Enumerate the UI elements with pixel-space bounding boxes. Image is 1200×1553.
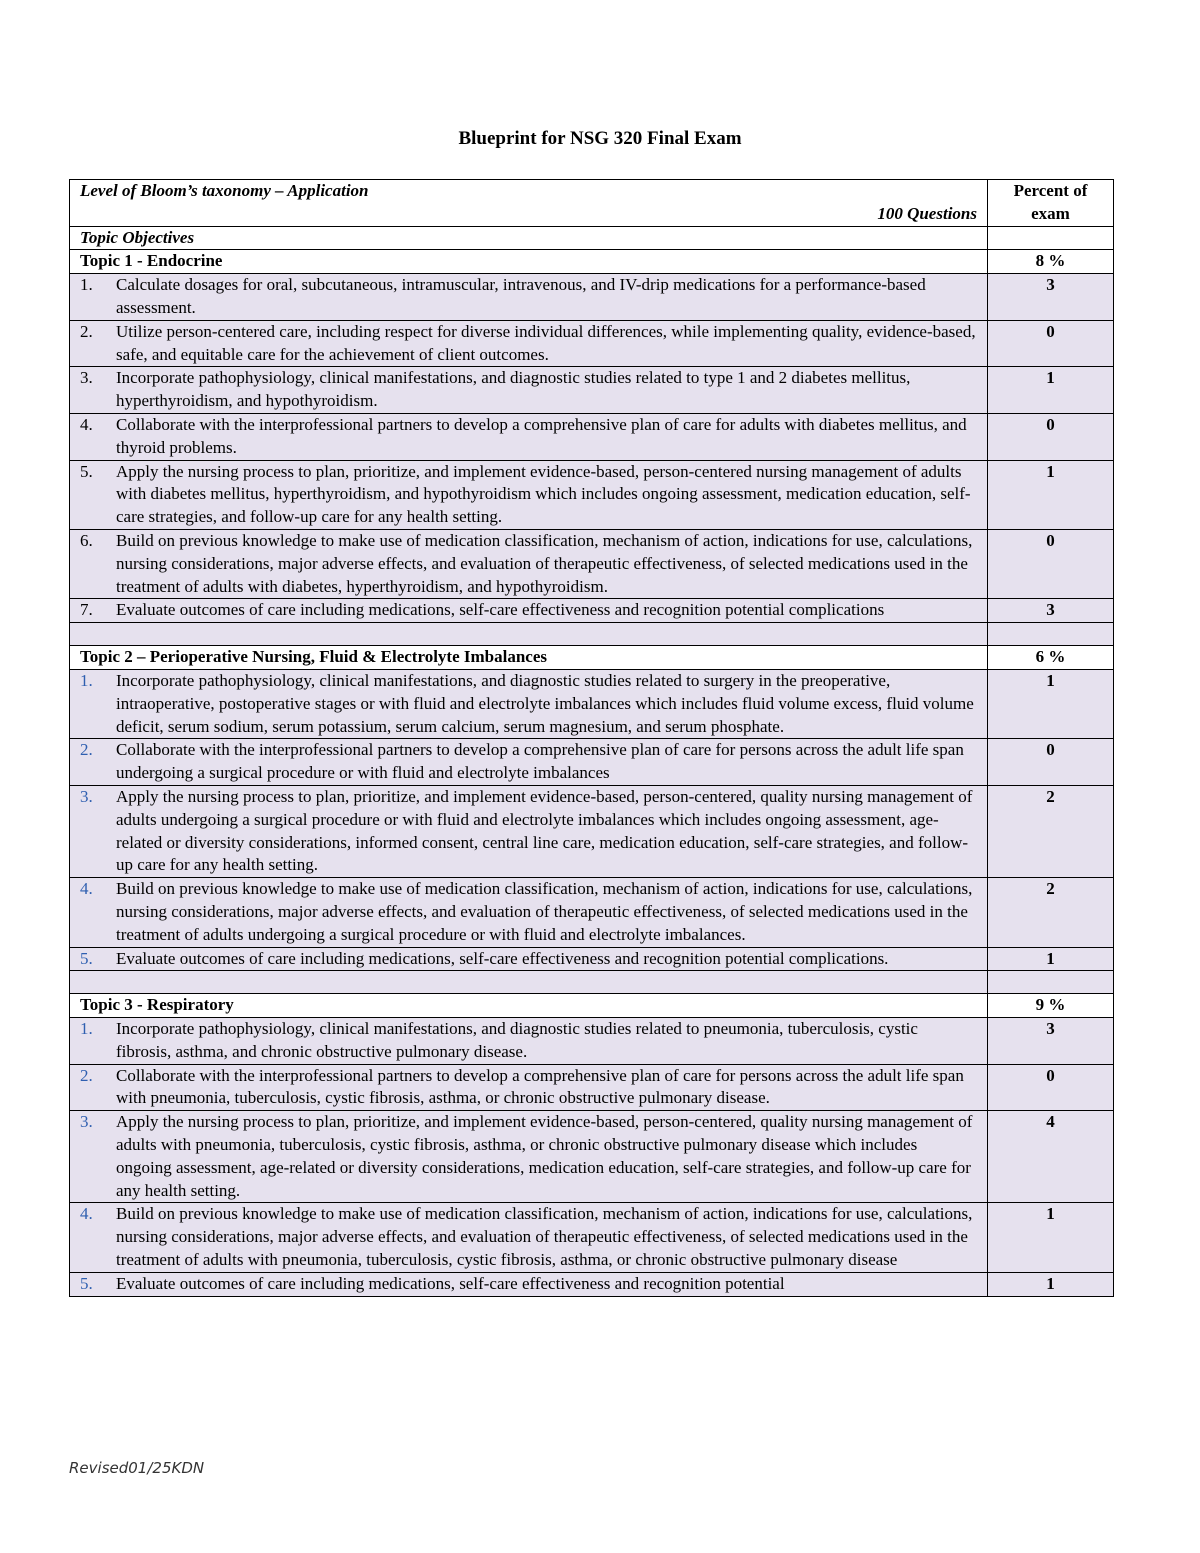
objective: [80, 1018, 977, 1064]
objective-number: 5.: [80, 948, 93, 968]
objective-cell: [70, 1203, 988, 1272]
objective-cell: [70, 320, 988, 367]
objective-number: 2.: [80, 740, 93, 760]
objective-cell: [70, 599, 988, 623]
objective-number: 3.: [80, 368, 93, 388]
objective-value: 1: [988, 669, 1114, 738]
objective-text: Collaborate with the interprofessional partners to develop a comprehensive plan of care for adults with diabetes mellitus, and thyroid problems.: [116, 414, 967, 457]
objective-text: Incorporate pathophysiology, clinical manifestations, and diagnostic studies related to surgery in the preoperative, intraoperative, postoperative stages or with fluid and electrolyte imbalances which includes fluid volume excess, fluid volume deficit, serum sodium, serum potassium, serum calcium, serum magnesium, and serum phosphate.: [116, 670, 974, 736]
objective-cell: [70, 739, 988, 786]
blueprint-table: [69, 179, 1114, 1297]
objective-value: 3: [988, 599, 1114, 623]
objective-text: Build on previous knowledge to make use of medication classification, mechanism of action, indications for use, calculations, nursing considerations, major adverse effects, and evaluation of therapeutic effectiveness, of selected medications used in the treatment of adults undergoing a surgical procedure or with fluid and electrolyte imbalances.: [116, 879, 973, 944]
objective: [80, 461, 977, 529]
question-count: 100 Questions: [877, 203, 977, 223]
objective-text: Apply the nursing process to plan, prioritize, and implement evidence-based, person-centered nursing management of adults with diabetes mellitus, hyperthyroidism, and hypothyroidism which includes ongoing assessment, medication education, self-care strategies, and follow-up care for any health setting.: [116, 461, 971, 527]
objective-cell: [70, 1111, 988, 1203]
objective-cell: [70, 1064, 988, 1111]
objective-text: Apply the nursing process to plan, prioritize, and implement evidence-based, person-centered, quality nursing management of adults undergoing a surgical procedure or with fluid and electrolyte imbalances which includes ongoing assessment, age-related or diversity considerations, informed consent, central line care, medication education, self-care strategies, and follow-up care for any health setting.: [116, 786, 973, 875]
objective-text: Incorporate pathophysiology, clinical manifestations, and diagnostic studies related to pneumonia, tuberculosis, cystic fibrosis, asthma, and chronic obstructive pulmonary disease.: [116, 1019, 918, 1061]
objective-text: Evaluate outcomes of care including medications, self-care effectiveness and recognition potential complications.: [116, 948, 889, 968]
objective-number: 1.: [80, 670, 93, 690]
objective-value: 3: [988, 1018, 1114, 1065]
objective: [80, 367, 977, 413]
objective-number: 2.: [80, 1065, 93, 1085]
objective-text: Build on previous knowledge to make use of medication classification, mechanism of action, indications for use, calculations, nursing considerations, major adverse effects, and evaluation of therapeutic effectiveness, of selected medications used in the treatment of adults with pneumonia, tuberculosis, cystic fibrosis, asthma, or chronic obstructive pulmonary disease: [116, 1204, 973, 1270]
spacer-row: [70, 623, 1114, 646]
topic-percent: 6 %: [988, 646, 1114, 670]
objective-text: Incorporate pathophysiology, clinical manifestations, and diagnostic studies related to type 1 and 2 diabetes mellitus, hyperthyroidism, and hypothyroidism.: [116, 368, 911, 411]
objective-cell: [70, 529, 988, 598]
objective-value: 0: [988, 739, 1114, 786]
objective-row: [70, 529, 1114, 598]
objective-number: 7.: [80, 600, 93, 620]
spacer-cell: [70, 623, 988, 646]
objective-value: 0: [988, 320, 1114, 367]
objective-text: Evaluate outcomes of care including medications, self-care effectiveness and recognition potential: [116, 1273, 785, 1293]
objective: [80, 670, 977, 738]
topic-name: Topic 2 – Perioperative Nursing, Fluid & Electrolyte Imbalances: [70, 646, 988, 670]
page-title: Blueprint for NSG 320 Final Exam: [458, 128, 742, 149]
objective-number: 6.: [80, 530, 93, 550]
objective-text: Apply the nursing process to plan, prioritize, and implement evidence-based, person-centered, quality nursing management of adults with pneumonia, tuberculosis, cystic fibrosis, asthma, or chronic obstructive pulmonary disease which includes ongoing assessment, age-related or diversity considerations, medication education, self-care strategies, and follow-up care for any health setting.: [116, 1112, 973, 1200]
objective-number: 4.: [80, 1204, 93, 1224]
objective-value: 4: [988, 1111, 1114, 1203]
objective-value: 1: [988, 460, 1114, 529]
bloom-level: Level of Bloom’s taxonomy – Application: [80, 181, 369, 200]
objective-row: [70, 739, 1114, 786]
objective: [80, 321, 977, 367]
revision-footer: Revised01/25KDN: [69, 1459, 205, 1477]
objective-row: [70, 878, 1114, 947]
objective-number: 5.: [80, 1273, 93, 1293]
objective-row: [70, 413, 1114, 460]
objectives-row: [70, 226, 1114, 250]
objective-row: [70, 669, 1114, 738]
percent-header: Percent of exam: [988, 180, 1114, 227]
spacer-cell: [988, 971, 1114, 994]
objective-value: 1: [988, 947, 1114, 971]
objective-cell: [70, 367, 988, 414]
objective-number: 3.: [80, 786, 93, 806]
objective-cell: [70, 947, 988, 971]
objective-row: [70, 1111, 1114, 1203]
objective-value: 0: [988, 1064, 1114, 1111]
objective-cell: [70, 460, 988, 529]
objective-value: 1: [988, 1203, 1114, 1272]
topic-row: [70, 994, 1114, 1018]
topic-row: [70, 646, 1114, 670]
objective-cell: [70, 669, 988, 738]
objective-value: 2: [988, 785, 1114, 877]
objective-row: [70, 1018, 1114, 1065]
objective-row: [70, 367, 1114, 414]
objective-row: [70, 947, 1114, 971]
objective-number: 2.: [80, 321, 93, 341]
objective-row: [70, 274, 1114, 321]
objective: [80, 530, 977, 598]
objective: [80, 414, 977, 460]
objective-text: Build on previous knowledge to make use of medication classification, mechanism of action, indications for use, calculations, nursing considerations, major adverse effects, and evaluation of therapeutic effectiveness, of selected medications used in the treatment of adults with diabetes, hyperthyroidism, and hypothyroidism.: [116, 530, 973, 596]
objective-number: 5.: [80, 461, 93, 481]
objective: [80, 599, 977, 622]
objective-row: [70, 460, 1114, 529]
objective-number: 3.: [80, 1112, 93, 1132]
objective: [80, 739, 977, 785]
objective-cell: [70, 878, 988, 947]
objective: [80, 786, 977, 877]
objective: [80, 878, 977, 946]
objective: [80, 1273, 977, 1296]
objective-row: [70, 320, 1114, 367]
objective-cell: [70, 1272, 988, 1296]
objective-row: [70, 1272, 1114, 1296]
topic-row: [70, 250, 1114, 274]
objective-text: Collaborate with the interprofessional partners to develop a comprehensive plan of care for persons across the adult life span with pneumonia, tuberculosis, cystic fibrosis, asthma, or chronic obstructive pulmonary disease.: [116, 1065, 964, 1108]
objective-value: 1: [988, 1272, 1114, 1296]
objective-row: [70, 599, 1114, 623]
objective-number: 1.: [80, 275, 93, 295]
objective: [80, 1065, 977, 1111]
empty-cell: [988, 226, 1114, 250]
spacer-cell: [70, 971, 988, 994]
topic-name: Topic 1 - Endocrine: [70, 250, 988, 274]
header-row: [70, 180, 1114, 227]
topic-percent: 8 %: [988, 250, 1114, 274]
objective: [80, 274, 977, 320]
objective-row: [70, 1064, 1114, 1111]
objective-text: Calculate dosages for oral, subcutaneous, intramuscular, intravenous, and IV-drip medications for a performance-based assessment.: [116, 275, 926, 317]
objective-text: Collaborate with the interprofessional partners to develop a comprehensive plan of care for persons across the adult life span undergoing a surgical procedure or with fluid and electrolyte imbalances: [116, 740, 964, 783]
objective-row: [70, 785, 1114, 877]
objective-cell: [70, 1018, 988, 1065]
topic-objectives-label: Topic Objectives: [70, 226, 988, 250]
objective-row: [70, 1203, 1114, 1272]
header-cell: [70, 180, 988, 227]
objective-value: 0: [988, 413, 1114, 460]
objective-cell: [70, 785, 988, 877]
topic-name: Topic 3 - Respiratory: [70, 994, 988, 1018]
spacer-row: [70, 971, 1114, 994]
objective-value: 0: [988, 529, 1114, 598]
objective-number: 4.: [80, 414, 93, 434]
spacer-cell: [988, 623, 1114, 646]
objective: [80, 948, 977, 971]
objective-value: 3: [988, 274, 1114, 321]
objective-value: 2: [988, 878, 1114, 947]
objective-number: 4.: [80, 879, 93, 899]
objective-number: 1.: [80, 1019, 93, 1039]
objective-text: Evaluate outcomes of care including medications, self-care effectiveness and recognition potential complications: [116, 600, 885, 620]
objective-cell: [70, 413, 988, 460]
objective-cell: [70, 274, 988, 321]
objective: [80, 1203, 977, 1271]
objective-value: 1: [988, 367, 1114, 414]
objective: [80, 1111, 977, 1202]
topic-percent: 9 %: [988, 994, 1114, 1018]
objective-text: Utilize person-centered care, including respect for diverse individual differences, while implementing quality, evidence-based, safe, and equitable care for the achievement of client outcomes.: [116, 321, 976, 364]
